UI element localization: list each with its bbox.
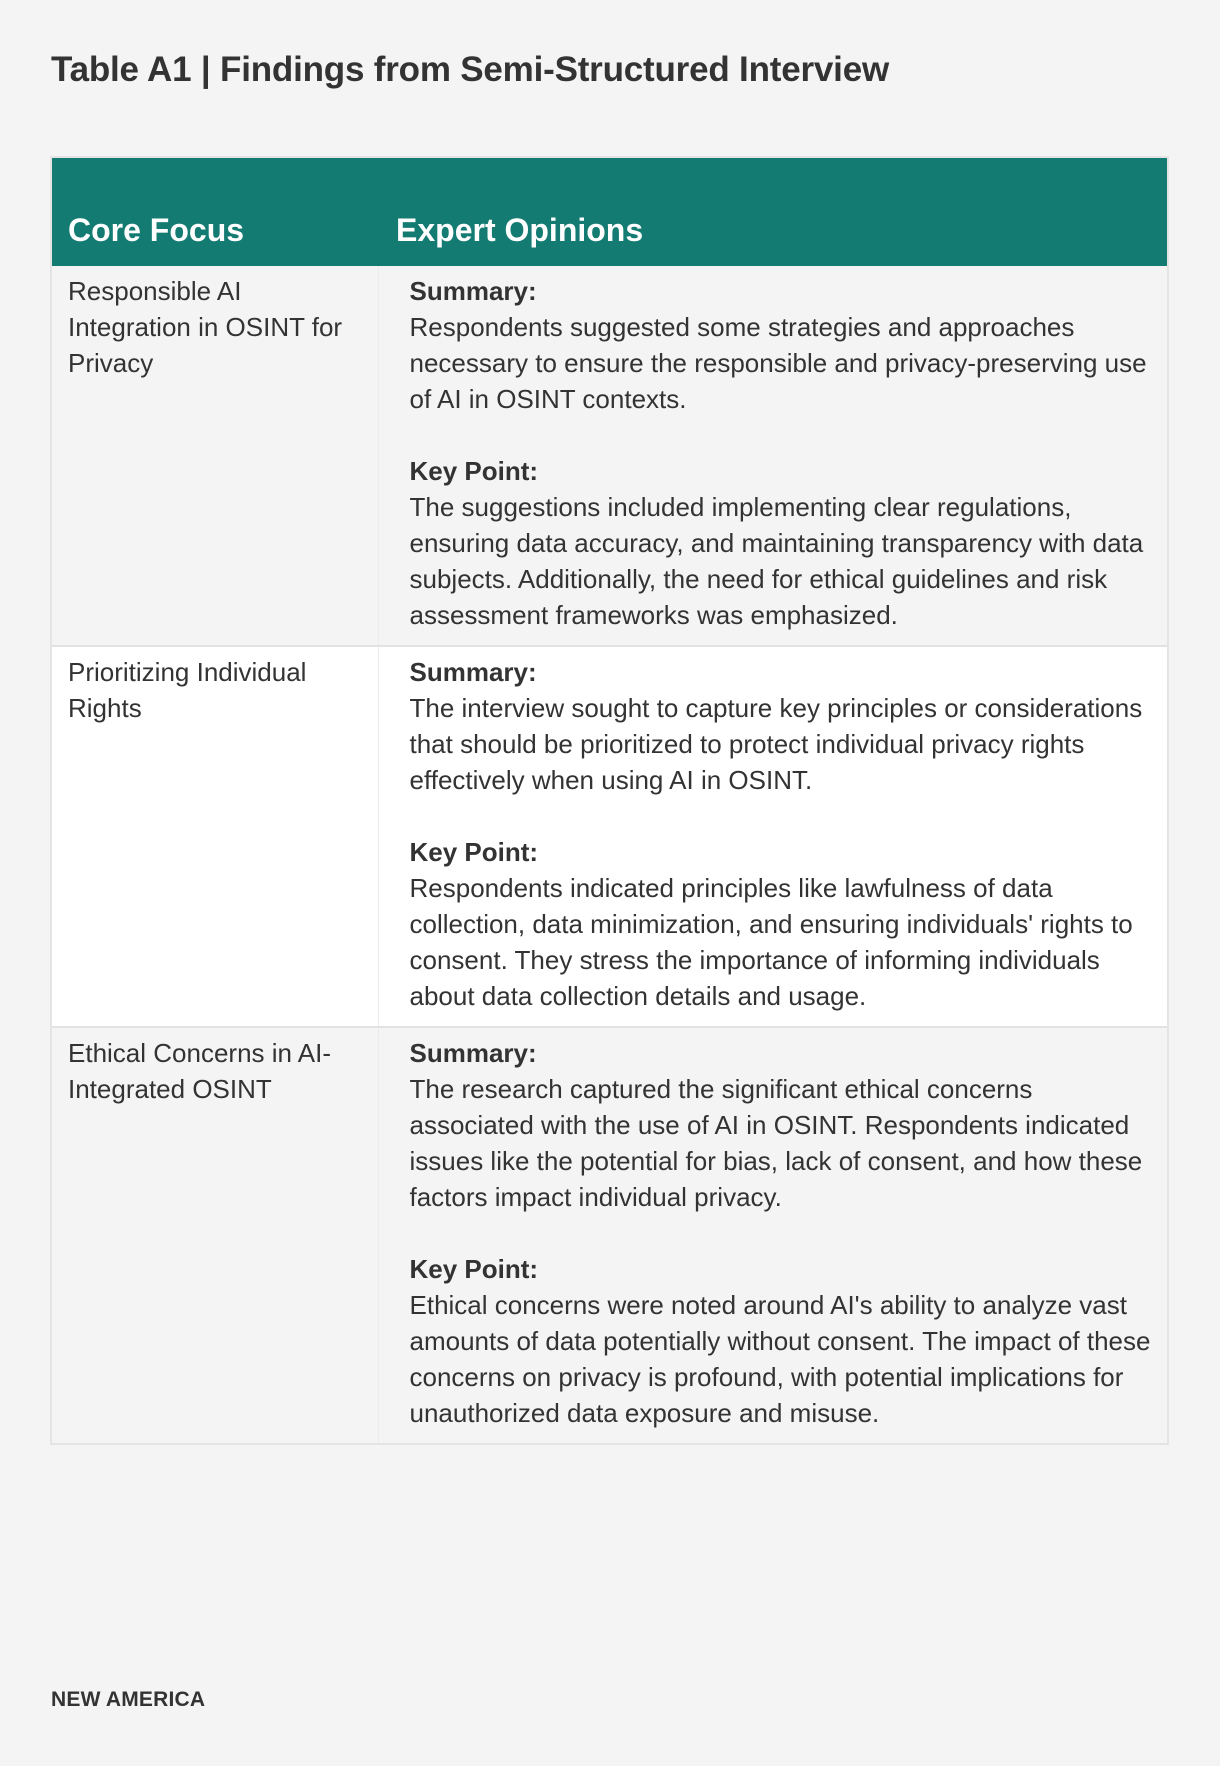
summary-label: Summary: [409, 657, 537, 687]
expert-opinions-cell [378, 1027, 1167, 1443]
column-header-expert-opinions: Expert Opinions [378, 158, 1167, 266]
table-row [52, 266, 1167, 646]
table-header [52, 158, 1167, 266]
expert-opinions-cell [378, 646, 1167, 1027]
footer-brand-logo: NEW AMERICA [51, 1688, 206, 1711]
header-row [52, 158, 1167, 266]
table-row [52, 646, 1167, 1027]
key-point-text: Ethical concerns were noted around AI's ability to analyze vast amounts of data potentially without consent. The impact of these concerns on privacy is profound, with potential implications for unauthorized data exposure and misuse. [409, 1290, 1151, 1428]
key-point-label: Key Point: [409, 456, 539, 486]
spacer [410, 417, 1152, 453]
summary-label: Summary: [409, 1038, 537, 1068]
table-row [52, 1027, 1167, 1443]
core-focus-cell: Responsible AI Integration in OSINT for Privacy [52, 266, 378, 646]
summary-text: The research captured the significant ethical concerns associated with the use of AI in OSINT. Respondents indicated issues like the potential for bias, lack of consent, and how these factors impact individual privacy. [409, 1074, 1143, 1212]
spacer [410, 798, 1152, 834]
page-title: Table A1 | Findings from Semi-Structured Interview [51, 50, 889, 89]
findings-table-grid [52, 158, 1167, 1443]
table-body [52, 266, 1167, 1443]
key-point-label: Key Point: [409, 837, 539, 867]
core-focus-cell: Ethical Concerns in AI-Integrated OSINT [52, 1027, 378, 1443]
findings-table [50, 156, 1169, 1445]
summary-text: The interview sought to capture key principles or considerations that should be prioritized to protect individual privacy rights effectively when using AI in OSINT. [409, 693, 1143, 795]
spacer [410, 1215, 1152, 1251]
key-point-text: Respondents indicated principles like lawfulness of data collection, data minimization, and ensuring individuals' rights to consent. They stress the importance of informing individuals about data collection details and usage. [409, 873, 1133, 1011]
column-header-core-focus: Core Focus [52, 158, 378, 266]
expert-opinions-cell [378, 266, 1167, 646]
summary-text: Respondents suggested some strategies and approaches necessary to ensure the responsible and privacy-preserving use of AI in OSINT contexts. [409, 312, 1147, 414]
core-focus-cell: Prioritizing Individual Rights [52, 646, 378, 1027]
key-point-label: Key Point: [409, 1254, 539, 1284]
summary-label: Summary: [409, 276, 537, 306]
key-point-text: The suggestions included implementing clear regulations, ensuring data accuracy, and maintaining transparency with data subjects. Additionally, the need for ethical guidelines and risk assessment frameworks was emphasized. [409, 492, 1144, 630]
